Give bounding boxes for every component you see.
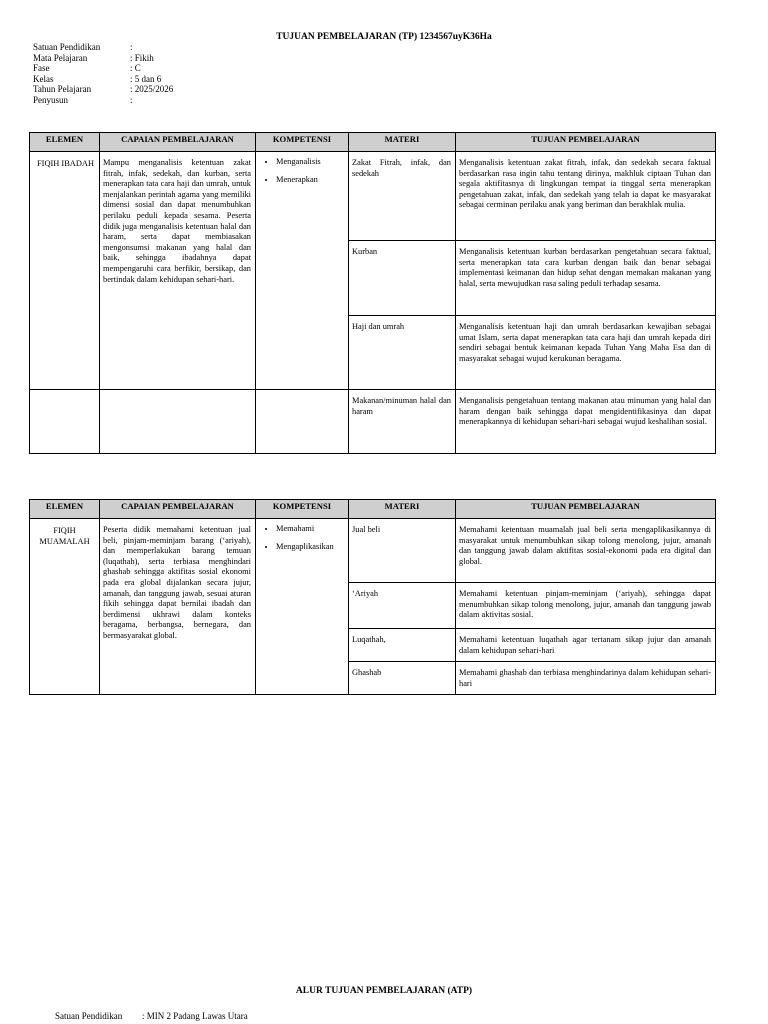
tujuan-cell: Menganalisis ketentuan kurban berdasarkan pengetahuan secara faktual, serta menerapkan tata cara kurban dengan baik dan benar sebagai implementasi keimanan dan hidup sehat dengan memakan makanan yang halal, serta mewujudkan rasa saling peduli terhadap sesama.: [456, 241, 716, 316]
materi-cell: ‘Ariyah: [349, 583, 456, 629]
table-header-row: [30, 133, 716, 152]
header-capaian: CAPAIAN PEMBELAJARAN: [100, 500, 256, 519]
materi-cell: Luqathah,: [349, 629, 456, 662]
materi-cell: Ghashab: [349, 662, 456, 695]
meta-label: Fase: [33, 63, 50, 74]
materi-cell: Kurban: [349, 241, 456, 316]
atp-meta-label: Satuan Pendidikan: [55, 1011, 123, 1021]
meta-value: :: [130, 94, 133, 105]
meta-row: [33, 53, 173, 64]
meta-label: Satuan Pendidikan: [33, 42, 101, 52]
kompetensi-list: [261, 524, 345, 552]
header-materi: MATERI: [349, 500, 456, 519]
capaian-cell: Mampu menganalisis ketentuan zakat fitrah, infak, sedekah, dan kurban, serta menerapkan tata cara haji dan umrah, untuk menjalankan perintah agama yang memiliki dimensi sosial dan dapat menumbuhkan perilaku peduli kepada sesama. Peserta didik juga menganalisis ketentuan halal dan haram, serta dapat membiasakan mengonsumsi makanan yang halal dan baik, sehingga ibadahnya dapat mempengaruhi cara berfikir, bersikap, dan bertindak dalam kehidupan sehari-hari.: [100, 152, 256, 390]
elemen-cell: FIQIH IBADAH: [30, 152, 100, 390]
meta-row: [33, 74, 173, 85]
document-meta: [33, 42, 173, 106]
kompetensi-item: • Memahami: [276, 524, 345, 535]
header-capaian: CAPAIAN PEMBELAJARAN: [100, 133, 256, 152]
header-tujuan: TUJUAN PEMBELAJARAN: [456, 500, 716, 519]
header-materi: MATERI: [349, 133, 456, 152]
tujuan-cell: Memahami ketentuan muamalah jual beli serta mengaplikasikannya di masyarakat untuk menumbuhkan sikap tolong menolong, jujur, amanah dan tanggung jawab dalam aktifitas sosial-ekonomi pada era digital dan global.: [456, 519, 716, 583]
header-kompetensi: KOMPETENSI: [256, 133, 349, 152]
kompetensi-cell: [256, 152, 349, 390]
table-row: [30, 152, 716, 241]
meta-label: Kelas: [33, 73, 54, 84]
tujuan-cell: Menganalisis ketentuan zakat fitrah, infak, dan sedekah secara faktual berdasarkan rasa ingin tahu tentang dirinya, makhluk ciptaan Tuhan dan segala aktifitasnya di lingkungan tempat ia tinggal serta menerapkan pengetahuan zakat, infak, dan sedekah yang telah ia dapat ke masyarakat sebagai cerminan perilaku anak yang beriman dan berakhlak mulia.: [456, 152, 716, 241]
meta-label: Mata Pelajaran: [33, 52, 88, 63]
materi-cell: Zakat Fitrah, infak, dan sedekah: [349, 152, 456, 241]
header-elemen: ELEMEN: [30, 133, 100, 152]
meta-value: :: [130, 42, 133, 52]
table-row: [30, 519, 716, 583]
tujuan-cell: Menganalisis ketentuan haji dan umrah berdasarkan kewajiban sebagai umat Islam, serta dapat menerapkan tata cara haji dan umrah kepada diri sendiri sebagai bentuk keimanan kepada Tuhan Yang Maha Esa dan di masyarakat sebagai wujud kerukunan beragama.: [456, 316, 716, 390]
meta-value: : 5 dan 6: [130, 73, 162, 84]
meta-label: Penyusun: [33, 94, 69, 105]
atp-title: ALUR TUJUAN PEMBELAJARAN (ATP): [295, 986, 473, 996]
materi-cell: Haji dan umrah: [349, 316, 456, 390]
empty-cell: [100, 390, 256, 454]
tujuan-cell: Memahami ghashab dan terbiasa menghindarinya dalam kehidupan sehari-hari: [456, 662, 716, 695]
capaian-cell: Peserta didik memahami ketentuan jual beli, pinjam-meminjam barang (‘ariyah), dan memperlakukan barang temuan (luqathah), serta terbiasa menghindari ghashab sehingga aktifitas sosial ekonomi pada era global dijalankan secara jujur, amanah, dan tanggung jawab, sesuai aturan fikih sehingga dapat bernilai ibadah dan berdimensi ukhrawi dalam konteks beragama, berbangsa, bernegara, dan bermasyarakat global.: [100, 519, 256, 695]
table-row: [30, 390, 716, 454]
materi-cell: Jual beli: [349, 519, 456, 583]
materi-cell: Makanan/minuman halal dan haram: [349, 390, 456, 454]
header-kompetensi: KOMPETENSI: [256, 500, 349, 519]
table-header-row: [30, 500, 716, 519]
meta-label: Tahun Pelajaran: [33, 84, 92, 95]
tp-table-ibadah: [29, 132, 716, 454]
meta-row: [33, 63, 173, 74]
meta-value: : Fikih: [130, 52, 154, 63]
kompetensi-item: • Menerapkan: [276, 175, 345, 186]
header-elemen: ELEMEN: [30, 500, 100, 519]
kompetensi-item: • Mengaplikasikan: [276, 542, 345, 553]
elemen-cell: FIQIH MUAMALAH: [30, 519, 100, 695]
tujuan-cell: Memahami ketentuan luqathah agar tertanam sikap jujur dan amanah dalam kehidupan sehari-hari: [456, 629, 716, 662]
tujuan-cell: Menganalisis pengetahuan tentang makanan atau minuman yang halal dan haram dengan baik sehingga dapat mengidentifikasinya dan dapat menerapkannya di kehidupan sehari-hari sebagai wujud keshalihan sosial.: [456, 390, 716, 454]
meta-row: [33, 84, 173, 95]
header-tujuan: TUJUAN PEMBELAJARAN: [456, 133, 716, 152]
empty-cell: [256, 390, 349, 454]
tujuan-cell: Memahami ketentuan pinjam-meminjam (‘ariyah), sehingga dapat menumbuhkan sikap tolong menolong, jujur, amanah dan tanggung jawab dalam aktivitas sosial.: [456, 583, 716, 629]
kompetensi-item: • Menganalisis: [276, 157, 345, 168]
tp-table-muamalah: [29, 499, 716, 695]
document-title: TUJUAN PEMBELAJARAN (TP) 1234567uyK36Ha: [276, 32, 492, 42]
meta-value: : 2025/2026: [130, 84, 174, 95]
meta-value: : C: [130, 63, 141, 74]
kompetensi-cell: [256, 519, 349, 695]
meta-row: [33, 42, 173, 53]
empty-cell: [30, 390, 100, 454]
kompetensi-list: [261, 157, 345, 185]
atp-meta-value: : MIN 2 Padang Lawas Utara: [142, 1011, 248, 1021]
atp-meta: [55, 1011, 248, 1021]
meta-row: [33, 95, 173, 106]
